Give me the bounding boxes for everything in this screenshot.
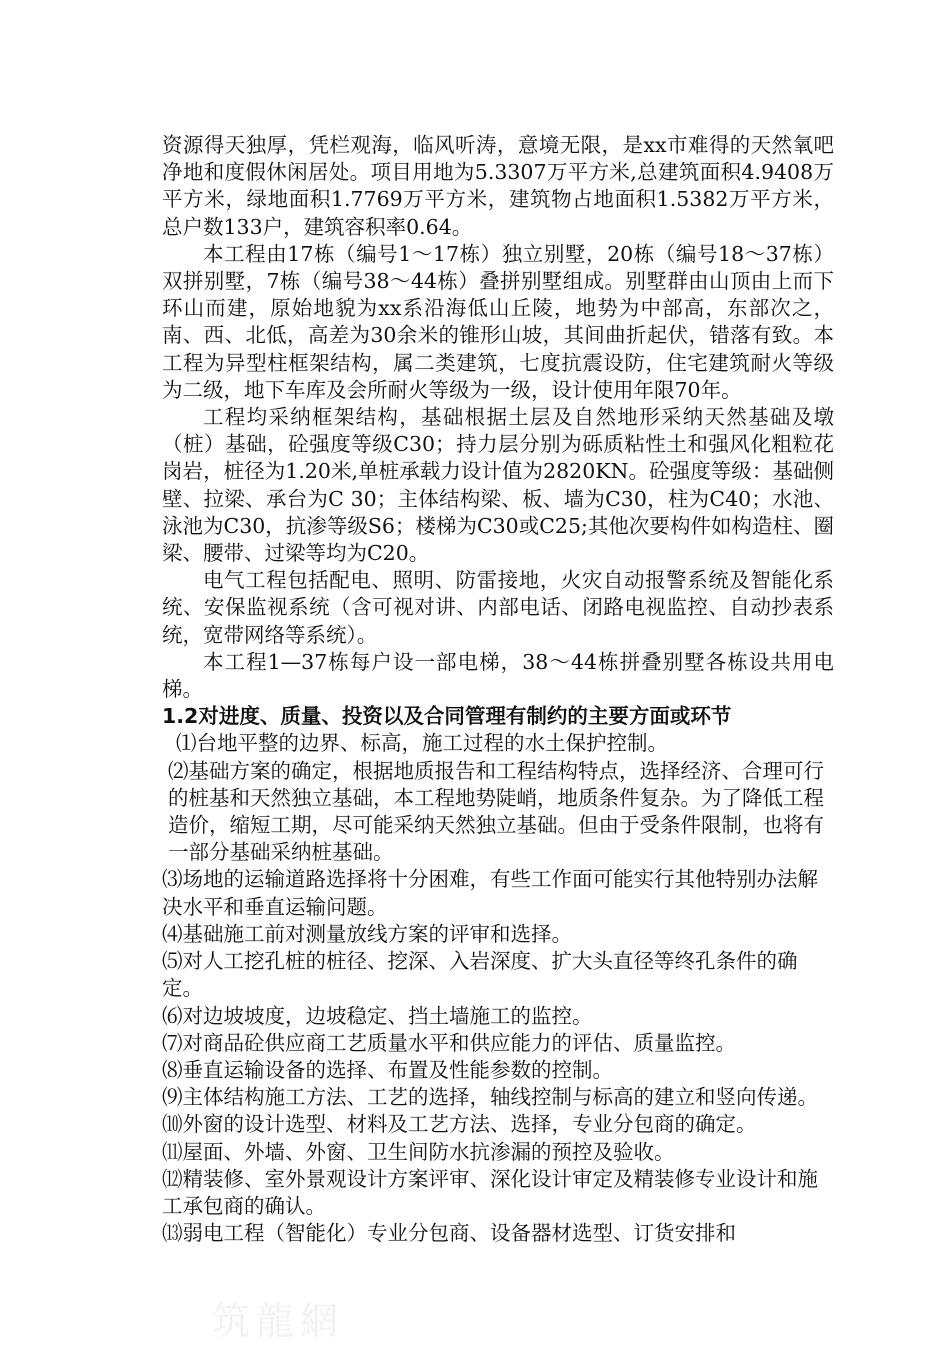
list-item: ⑸对人工挖孔桩的桩径、挖深、入岩深度、扩大头直径等终孔条件的确定。 (162, 949, 798, 1001)
list-item: ⑹对边坡坡度，边坡稳定、挡土墙施工的监控。 (162, 1003, 593, 1028)
paragraph-project-overview: 资源得天独厚，凭栏观海，临风听涛，意境无限，是xx市难得的天然氧吧净地和度假休闲居处。项目用地为5.3307万平方米,总建筑面积4.9408万平方米，绿地面积1.7769万平方米，建筑物占地面积1.5382万平方米，总户数133户，建筑容积率0.64。 (162, 133, 834, 239)
list-item: ⑴台地平整的边界、标高，施工过程的水土保护控制。 (176, 731, 668, 756)
list-item: ⑷基础施工前对测量放线方案的评审和选择。 (162, 921, 572, 946)
list-item: ⑻垂直运输设备的选择、布置及性能参数的控制。 (162, 1057, 613, 1082)
constraint-list (162, 730, 834, 1247)
paragraph-building-composition: 本工程由17栋（编号1～17栋）独立别墅，20栋（编号18～37栋）双拼别墅，7栋（编号38～44栋）叠拼别墅组成。别墅群由山顶由上而下环山而建，原始地貌为xx系沿海低山丘陵，地势为中部高，东部次之，南、西、北低，高差为30余米的锥形山坡，其间曲折起伏，错落有致。本工程为异型柱框架结构，属二类建筑，七度抗震设防，住宅建筑耐火等级为二级，地下车库及会所耐火等级为一级，设计使用年限70年。 (162, 241, 834, 402)
paragraph-electrical: 电气工程包括配电、照明、防雷接地，火灾自动报警系统及智能化系统、安保监视系统（含可视对讲、内部电话、闭路电视监控、自动抄表系统，宽带网络等系统）。 (162, 568, 834, 647)
list-item: ⑼主体结构施工方法、工艺的选择，轴线控制与标高的建立和竖向传递。 (162, 1085, 818, 1110)
list-item: ⑾屋面、外墙、外窗、卫生间防水抗渗漏的预控及验收。 (162, 1139, 675, 1164)
list-item: ⑵基础方案的确定，根据地质报告和工程结构特点，选择经济、合理可行的桩基和天然独立基础，本工程地势陡峭，地质条件复杂。为了降低工程造价，缩短工期，尽可能采纳天然独立基础。但由于受条件限制，也将有一部分基础采纳桩基础。 (168, 758, 824, 865)
watermark-logo: 筑龍網 (212, 1299, 345, 1343)
document-body (162, 132, 834, 1247)
paragraph-elevators: 本工程1—37栋每户设一部电梯，38～44栋拼叠别墅各栋设共用电梯。 (162, 649, 834, 702)
section-heading: 1.2对进度、质量、投资以及合同管理有制约的主要方面或环节 (162, 704, 732, 729)
list-item: ⑿精装修、室外景观设计方案评审、深化设计审定及精装修专业设计和施工承包商的确认。 (162, 1166, 818, 1218)
list-item: ⑽外窗的设计选型、材料及工艺方法、选择，专业分包商的确定。 (162, 1112, 757, 1137)
paragraph-structure: 工程均采纳框架结构，基础根据土层及自然地形采纳天然基础及墩（桩）基础，砼强度等级C30；持力层分别为砾质粘性土和强风化粗粒花岗岩，桩径为1.20米,单桩承载力设计值为2820KN。砼强度等级：基础侧壁、拉梁、承台为C 30；主体结构梁、板、墙为C30，柱为C40；水池、泳池为C30，抗渗等级S6；楼梯为C30或C25;其他次要构件如构造柱、圈梁、腰带、过梁等均为C20。 (162, 405, 834, 566)
list-item: ⒀弱电工程（智能化）专业分包商、设备器材选型、订货安排和 (162, 1221, 736, 1246)
list-item: ⑶场地的运输道路选择将十分困难，有些工作面可能实行其他特别办法解决水平和垂直运输问题。 (162, 867, 818, 919)
list-item: ⑺对商品砼供应商工艺质量水平和供应能力的评估、质量监控。 (162, 1030, 736, 1055)
